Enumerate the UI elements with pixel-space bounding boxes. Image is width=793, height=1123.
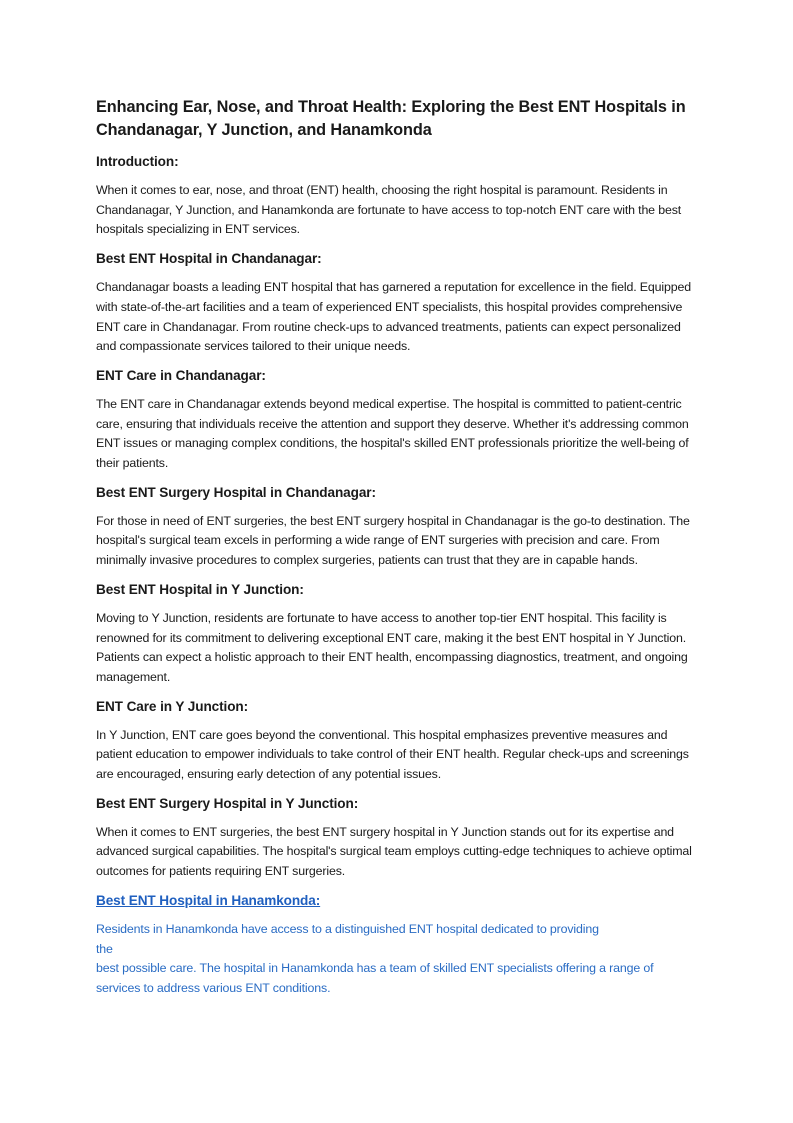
section-heading-best-ent-y-junction: Best ENT Hospital in Y Junction: — [96, 581, 304, 597]
section-heading-ent-care-chandanagar: ENT Care in Chandanagar: — [96, 367, 266, 383]
section-heading-surgery-y-junction: Best ENT Surgery Hospital in Y Junction: — [96, 795, 359, 811]
hanamkonda-link[interactable]: Best ENT Hospital in Hanamkonda: — [96, 892, 321, 908]
section-heading-best-ent-chandanagar: Best ENT Hospital in Chandanagar: — [96, 251, 322, 267]
section-body-ent-care-chandanagar: The ENT care in Chandanagar extends beyond medical expertise. The hospital is committed to patient-centric care, ensuring that individuals receive the attention and support they deserve. Whether it's addressing common ENT issues or managing complex conditions, the hospital's skilled ENT professionals prioritize the well-being of their patients. — [96, 396, 689, 471]
section-body-surgery-chandanagar: For those in need of ENT surgeries, the best ENT surgery hospital in Chandanagar is the go-to destination. The hospital's surgical team excels in performing a wide range of ENT surgeries with precision and care. From minimally invasive procedures to complex surgeries, patients can trust that they are in capable hands. — [96, 513, 690, 568]
section-heading-ent-care-y-junction: ENT Care in Y Junction: — [96, 698, 249, 714]
section-body-ent-care-y-junction: In Y Junction, ENT care goes beyond the conventional. This hospital emphasizes preventive measures and patient education to empower individuals to take control of their ENT health. Regular check-ups and screenings are encouraged, ensuring early detection of any potential issues. — [96, 727, 689, 782]
hanamkonda-line-2: the — [96, 941, 113, 956]
section-body-surgery-y-junction: When it comes to ENT surgeries, the best ENT surgery hospital in Y Junction stands out for its expertise and advanced surgical capabilities. The hospital's surgical team employs cutting-edge techniques to achieve optimal outcomes for patients requiring ENT surgeries. — [96, 824, 692, 879]
section-heading-surgery-chandanagar: Best ENT Surgery Hospital in Chandanagar: — [96, 484, 376, 500]
hanamkonda-line-1: Residents in Hanamkonda have access to a distinguished ENT hospital dedicated to providing — [96, 921, 599, 936]
document-page — [96, 96, 696, 1008]
section-body-introduction: When it comes to ear, nose, and throat (ENT) health, choosing the right hospital is paramount. Residents in Chandanagar, Y Junction, and Hanamkonda are fortunate to have access to top-notch ENT care with the best hospitals specializing in ENT services. — [96, 183, 682, 237]
section-heading-hanamkonda — [96, 891, 696, 911]
hanamkonda-line-3: best possible care. The hospital in Hanamkonda has a team of skilled ENT specialists offering a range of services to address various ENT conditions. — [96, 961, 654, 995]
section-heading-introduction: Introduction: — [96, 154, 179, 169]
document-title: Enhancing Ear, Nose, and Throat Health: Exploring the Best ENT Hospitals in Chandanagar, Y Junction, and Hanamkonda — [96, 98, 686, 139]
section-body-best-ent-chandanagar: Chandanagar boasts a leading ENT hospital that has garnered a reputation for excellence in the field. Equipped with state-of-the-art facilities and a team of experienced ENT specialists, this hospital provides comprehensive ENT care in Chandanagar. From routine check-ups to advanced treatments, patients can expect personalized and compassionate services tailored to their unique needs. — [96, 280, 691, 354]
section-body-best-ent-y-junction: Moving to Y Junction, residents are fortunate to have access to another top-tier ENT hospital. This facility is renowned for its commitment to delivering exceptional ENT care, making it the best ENT hospital in Y Junction. Patients can expect a holistic approach to their ENT health, encompassing diagnostics, treatment, and ongoing management. — [96, 610, 688, 684]
section-body-hanamkonda — [96, 920, 696, 999]
